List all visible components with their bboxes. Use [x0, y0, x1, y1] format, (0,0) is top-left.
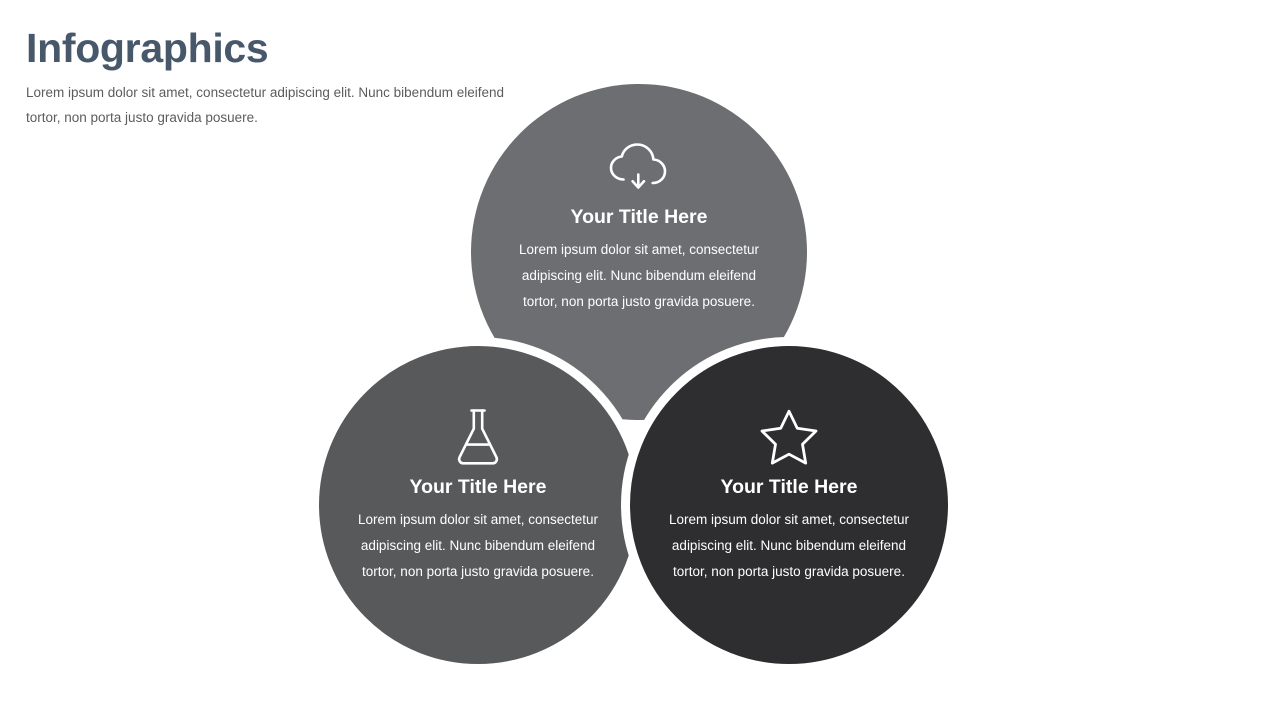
- circle-right-title: Your Title Here: [720, 476, 858, 498]
- cloud-download-icon: [471, 136, 807, 198]
- circle-top-content: [471, 136, 807, 314]
- circle-segment-right[interactable]: [621, 337, 957, 673]
- slide-header: [26, 26, 586, 145]
- circle-right-content: [630, 406, 948, 584]
- circle-left-content: [319, 406, 637, 584]
- circle-top-title: Your Title Here: [570, 206, 708, 228]
- page-subtitle: Lorem ipsum dolor sit amet, consectetur adipiscing elit. Nunc bibendum eleifend tortor, non porta justo gravida posuere.: [26, 85, 504, 126]
- circle-right-description: Lorem ipsum dolor sit amet, consectetur adipiscing elit. Nunc bibendum eleifend tortor, non porta justo gravida posuere.: [668, 512, 910, 579]
- circle-left-description: Lorem ipsum dolor sit amet, consectetur adipiscing elit. Nunc bibendum eleifend tortor, non porta justo gravida posuere.: [357, 512, 599, 579]
- page-title: Infographics: [26, 25, 269, 71]
- flask-icon: [319, 406, 637, 468]
- circle-left-title: Your Title Here: [409, 476, 547, 498]
- star-icon: [630, 406, 948, 468]
- circle-segment-left[interactable]: [310, 337, 646, 673]
- circle-top-description: Lorem ipsum dolor sit amet, consectetur adipiscing elit. Nunc bibendum eleifend tortor, non porta justo gravida posuere.: [518, 242, 760, 309]
